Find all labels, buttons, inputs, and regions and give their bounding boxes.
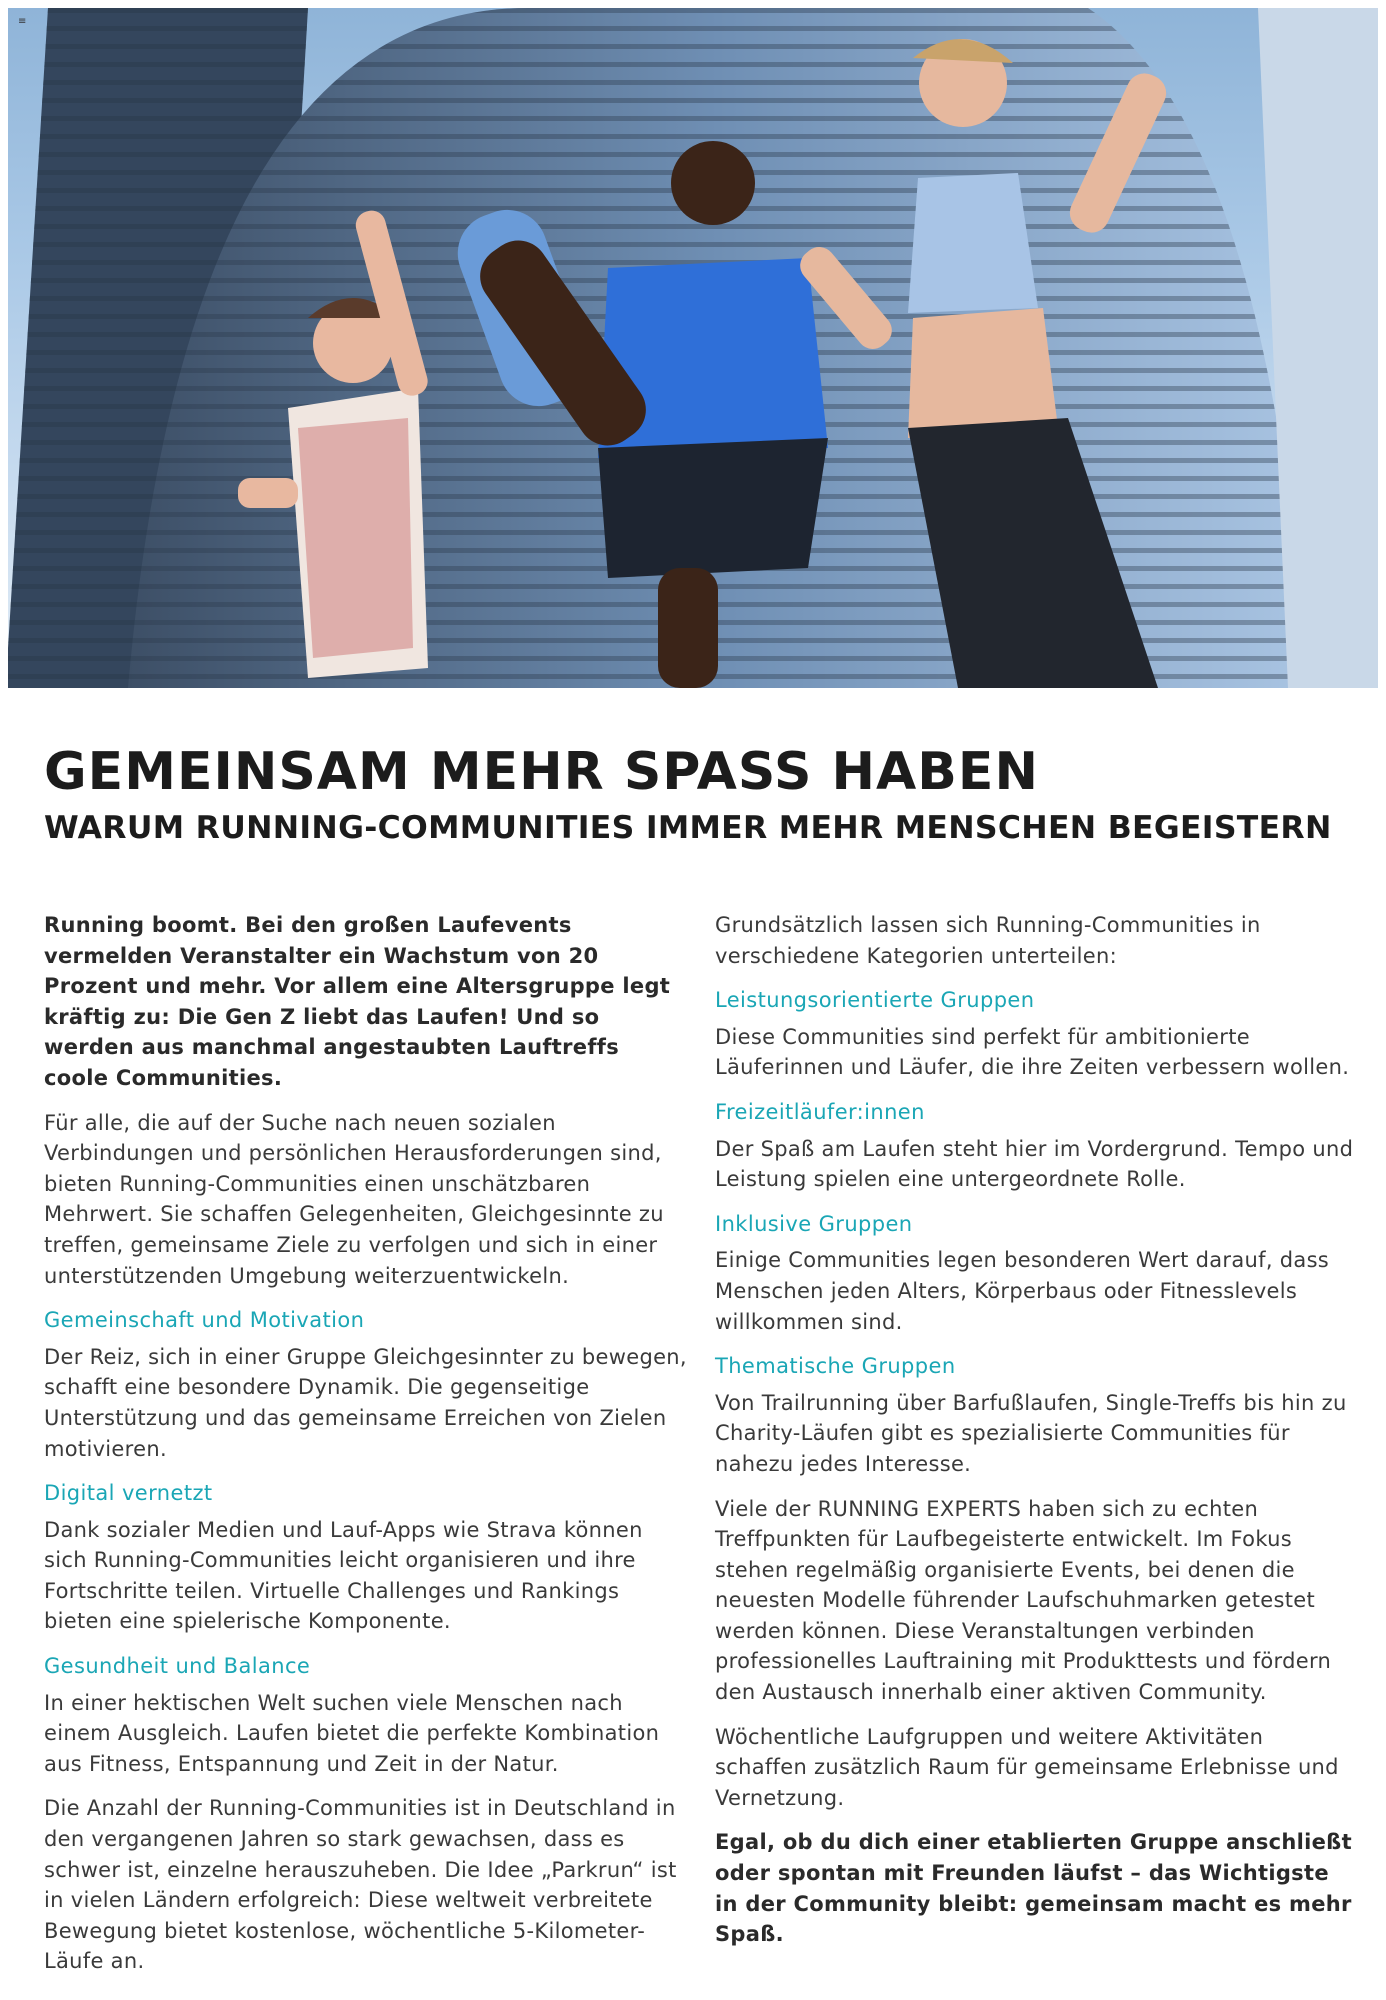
- category-heading: Inklusive Gruppen: [715, 1211, 913, 1236]
- section-text: Dank sozialer Medien und Lauf-Apps wie Strava können sich Running-Communities leicht organisieren und ihre Fortschritte teilen. Virtuelle Challenges und Rankings bieten eine spielerische Komponente.: [44, 1517, 643, 1634]
- category-heading: Freizeitläufer:innen: [715, 1099, 925, 1124]
- hero-photo-runners-icon: [8, 8, 1378, 688]
- headline: [44, 742, 1344, 846]
- hero-photo: [8, 8, 1378, 688]
- categories-intro: Grundsätzlich lassen sich Running-Communities in verschiedene Kategorien unterteilen:: [715, 913, 1261, 968]
- section-text: Der Reiz, sich in einer Gruppe Gleichgesinnter zu bewegen, schafft eine besondere Dynamik. Die gegenseitige Unterstützung und das gemeinsame Erreichen von Zielen motivieren.: [44, 1344, 687, 1461]
- page-marker: ≡: [18, 16, 27, 27]
- category-text: Diese Communities sind perfekt für ambitionierte Läuferinnen und Läufer, die ihre Zeiten verbessern wollen.: [715, 1024, 1350, 1080]
- page-title: GEMEINSAM MEHR SPASS HABEN: [44, 742, 1039, 802]
- category-text: Der Spaß am Laufen steht hier im Vordergrund. Tempo und Leistung spielen eine untergeordnete Rolle.: [715, 1136, 1354, 1192]
- category-text: Von Trailrunning über Barfußlaufen, Single-Treffs bis hin zu Charity-Läufen gibt es spezialisierte Communities für nahezu jedes Interesse.: [715, 1390, 1347, 1476]
- section-heading: Digital vernetzt: [44, 1481, 213, 1506]
- section-heading: Gesundheit und Balance: [44, 1654, 311, 1679]
- right-column: [715, 910, 1355, 1964]
- intro-paragraph: Für alle, die auf der Suche nach neuen sozialen Verbindungen und persönlichen Herausforderungen sind, bieten Running-Communities einen unschätzbaren Mehrwert. Sie schaffen Gelegenheiten, Gleichgesinnte zu treffen, gemeinsame Ziele zu verfolgen und sich in einer unterstützenden Umgebung weiterzuentwickeln.: [44, 1110, 664, 1288]
- page-subtitle: WARUM RUNNING-COMMUNITIES IMMER MEHR MENSCHEN BEGEISTERN: [44, 810, 1332, 846]
- experts-paragraph: Viele der RUNNING EXPERTS haben sich zu echten Treffpunkten für Laufbegeisterte entwickelt. Im Fokus stehen regelmäßig organisierte Events, bei denen die neuesten Modelle führender Laufschuhmarken getestet werden können. Diese Veranstaltungen verbinden professionelles Lauftraining mit Produkttests und fördern den Austausch innerhalb einer aktiven Community.: [715, 1496, 1332, 1705]
- parkrun-paragraph: Die Anzahl der Running-Communities ist in Deutschland in den vergangenen Jahren so stark gewachsen, dass es schwer ist, einzelne herauszuheben. Die Idee „Parkrun“ ist in vielen Ländern erfolgreich: Diese weltweit verbreitete Bewegung bietet kostenlose, wöchentliche 5-Kilometer-Läufe an.: [44, 1796, 677, 1974]
- section-heading: Gemeinschaft und Motivation: [44, 1308, 365, 1333]
- lead-paragraph: Running boomt. Bei den großen Laufevents vermelden Veranstalter ein Wachstum von 20 Prozent und mehr. Vor allem eine Altersgruppe legt kräftig zu: Die Gen Z liebt das Laufen! Und so werden aus manchmal angestaubten Lauftreffs coole Communities.: [44, 913, 671, 1090]
- weekly-paragraph: Wöchentliche Laufgruppen und weitere Aktivitäten schaffen zusätzlich Raum für gemeinsame Erlebnisse und Vernetzung.: [715, 1724, 1339, 1810]
- category-heading: Leistungsorientierte Gruppen: [715, 988, 1035, 1013]
- section-text: In einer hektischen Welt suchen viele Menschen nach einem Ausgleich. Laufen bietet die perfekte Kombination aus Fitness, Entspannung und Zeit in der Natur.: [44, 1690, 660, 1776]
- closing-paragraph: Egal, ob du dich einer etablierten Gruppe anschließt oder spontan mit Freunden läufst – das Wichtigste in der Community bleibt: gemeinsam macht es mehr Spaß.: [715, 1830, 1352, 1947]
- category-heading: Thematische Gruppen: [715, 1354, 956, 1379]
- left-column: [44, 910, 689, 1991]
- category-text: Einige Communities legen besonderen Wert darauf, dass Menschen jeden Alters, Körperbaus oder Fitnesslevels willkommen sind.: [715, 1248, 1330, 1334]
